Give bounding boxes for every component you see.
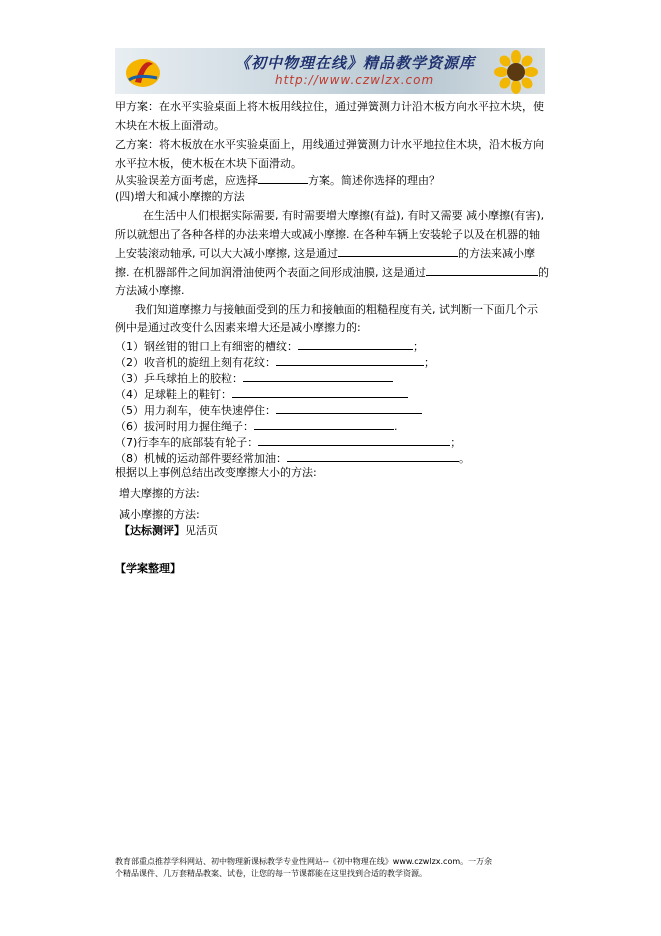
answer-blank[interactable] <box>258 173 308 184</box>
para-line1: 在生活中人们根据实际需要, 有时需要增大摩擦(有益), 有时又需要 减小摩擦(有害), <box>143 209 545 222</box>
list-item: （2）收音机的旋纽上刻有花纹： ； <box>115 356 435 369</box>
footer-line2: 个精品课件、几万套精品教案、试卷，让您的每一节课都能在这里找到合适的教学资源。 <box>115 869 427 878</box>
assessment-text: 见活页 <box>185 524 218 537</box>
answer-blank[interactable] <box>298 339 413 350</box>
list-item: （1）钢丝钳的钳口上有细密的槽纹： ； <box>115 340 424 353</box>
list-item: （7)行李车的底部装有轮子： ； <box>115 436 462 449</box>
answer-blank[interactable] <box>258 435 450 446</box>
plan-b-line1: 乙方案：将木板放在水平实验桌面上，用线通过弹簧测力计水平地拉住木块，沿木板方向 <box>115 138 544 151</box>
para-line2: 所以就想出了各种各样的办法来增大或减小摩擦. 在各种车辆上安装轮子以及在机器的轴 <box>115 228 540 241</box>
decrease-method: 减小摩擦的方法: <box>119 508 200 521</box>
banner-url[interactable]: http://www.czwlzx.com <box>275 73 435 87</box>
para-line4-suffix: 的 <box>537 266 549 279</box>
summary-line: 根据以上事例总结出改变摩擦大小的方法: <box>115 466 317 479</box>
answer-blank[interactable] <box>243 371 393 382</box>
list-item: （5）用力刹车，使车快速停住： <box>115 403 422 418</box>
para-line4 <box>115 265 549 280</box>
answer-blank[interactable] <box>276 355 424 366</box>
plan-a-line2: 木块在木板上面滑动。 <box>115 119 225 132</box>
para-line3 <box>115 246 535 261</box>
question-line <box>115 173 440 188</box>
para-line3-prefix: 上安装滚动轴承, 可以大大减小摩擦, 这是通过 <box>115 247 338 260</box>
footer-line1: 教育部重点推荐学科网站、初中物理新课标教学专业性网站--《初中物理在线》www.czwlzx.com。一万余 <box>115 857 493 866</box>
plan-b-line2: 水平拉木板，使木板在木块下面滑动。 <box>115 157 302 170</box>
sunflower-icon <box>493 50 539 94</box>
assessment-label: 【达标测评】 <box>119 524 185 537</box>
banner-title: 《初中物理在线》精品教学资源库 <box>235 54 476 72</box>
question-suffix: 方案。简述你选择的理由？ <box>308 174 440 187</box>
answer-blank[interactable] <box>254 419 394 430</box>
para-line4-prefix: 擦. 在机器部件之间加润滑油使两个表面之间形成油膜, 这是通过 <box>115 266 426 279</box>
header-banner <box>115 48 545 94</box>
answer-blank[interactable] <box>287 451 459 462</box>
answer-blank[interactable] <box>232 387 408 398</box>
answer-blank[interactable] <box>426 265 538 276</box>
increase-method: 增大摩擦的方法: <box>119 487 200 500</box>
arrangement-heading: 【学案整理】 <box>115 562 181 575</box>
answer-blank[interactable] <box>276 403 422 414</box>
site-logo-icon <box>123 52 163 90</box>
para2-line1: 我们知道摩擦力与接触面受到的压力和接触面的粗糙程度有关, 试判断一下面几个示 <box>135 303 538 316</box>
para-line5: 方法减小摩擦. <box>115 284 185 297</box>
section-heading: (四)增大和减小摩擦的方法 <box>115 190 245 203</box>
list-item: （6）拔河时用力握住绳子： . <box>115 420 398 433</box>
plan-a-line1: 甲方案：在水平实验桌面上将木板用线拉住，通过弹簧测力计沿木板方向水平拉木块，使 <box>115 100 544 113</box>
assessment-line <box>119 524 218 538</box>
answer-blank[interactable] <box>338 246 458 257</box>
para-line3-suffix: 的方法来减小摩 <box>458 247 535 260</box>
list-item: （4）足球鞋上的鞋钉： <box>115 387 408 402</box>
list-item: （3）乒乓球拍上的胶粒： <box>115 371 393 386</box>
page-footer <box>115 856 555 880</box>
list-item: （8）机械的运动部件要经常加油： 。 <box>115 452 470 465</box>
question-prefix: 从实验误差方面考虑，应选择 <box>115 174 258 187</box>
para2-line2: 例中是通过改变什么因素来增大还是减小摩擦力的: <box>115 321 361 334</box>
